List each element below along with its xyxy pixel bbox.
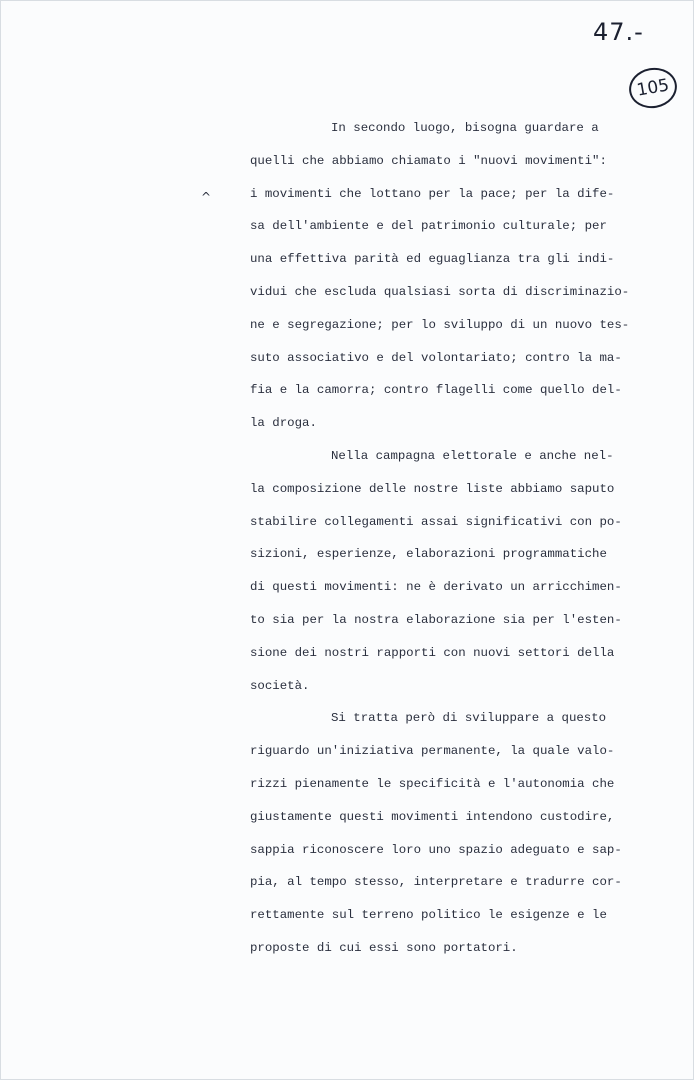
paragraph — [250, 708, 622, 970]
text-line: fia e la camorra; contro flagelli come quello del- — [250, 383, 622, 398]
margin-caret-mark: ^ — [201, 190, 212, 204]
text-line: to sia per la nostra elaborazione sia per l'esten- — [250, 612, 622, 627]
handwritten-page-number: 47.- — [593, 18, 644, 46]
text-line: stabilire collegamenti assai significativi con po- — [250, 514, 622, 529]
text-line: ne e segregazione; per lo sviluppo di un nuovo tes- — [250, 317, 630, 332]
text-line: sa dell'ambiente e del patrimonio culturale; per — [250, 219, 607, 234]
text-line: sappia riconoscere loro uno spazio adeguato e sap- — [250, 842, 622, 857]
circled-number-text: 105 — [635, 75, 671, 101]
text-line: vidui che escluda qualsiasi sorta di discriminazio- — [250, 284, 630, 299]
text-line: riguardo un'iniziativa permanente, la quale valo- — [250, 744, 615, 759]
text-line: la composizione delle nostre liste abbiamo saputo — [250, 481, 615, 496]
body-text — [250, 118, 630, 971]
text-line: la droga. — [250, 416, 317, 431]
text-line: suto associativo e del volontariato; contro la ma- — [250, 350, 622, 365]
text-line: Si tratta però di sviluppare a questo — [331, 711, 607, 726]
text-line: una effettiva parità ed eguaglianza tra gli indi- — [250, 252, 615, 267]
paragraph — [250, 118, 630, 446]
circled-archive-number — [626, 64, 680, 112]
text-line: Nella campagna elettorale e anche nel- — [331, 448, 614, 463]
paragraph — [250, 446, 622, 708]
text-line: sione dei nostri rapporti con nuovi settori della — [250, 645, 615, 660]
text-line: società. — [250, 678, 310, 693]
text-line: i movimenti che lottano per la pace; per la dife- — [250, 186, 615, 201]
text-line: rettamente sul terreno politico le esigenze e le — [250, 908, 607, 923]
text-line: In secondo luogo, bisogna guardare a — [331, 121, 599, 135]
text-line: proposte di cui essi sono portatori. — [250, 940, 518, 955]
text-line: rizzi pienamente le specificità e l'autonomia che — [250, 776, 615, 791]
text-line: giustamente questi movimenti intendono custodire, — [250, 809, 615, 824]
text-line: quelli che abbiamo chiamato i "nuovi movimenti": — [250, 153, 607, 168]
text-line: pia, al tempo stesso, interpretare e tradurre cor- — [250, 875, 622, 890]
text-line: di questi movimenti: ne è derivato un arricchimen- — [250, 580, 622, 595]
text-line: sizioni, esperienze, elaborazioni programmatiche — [250, 547, 607, 562]
